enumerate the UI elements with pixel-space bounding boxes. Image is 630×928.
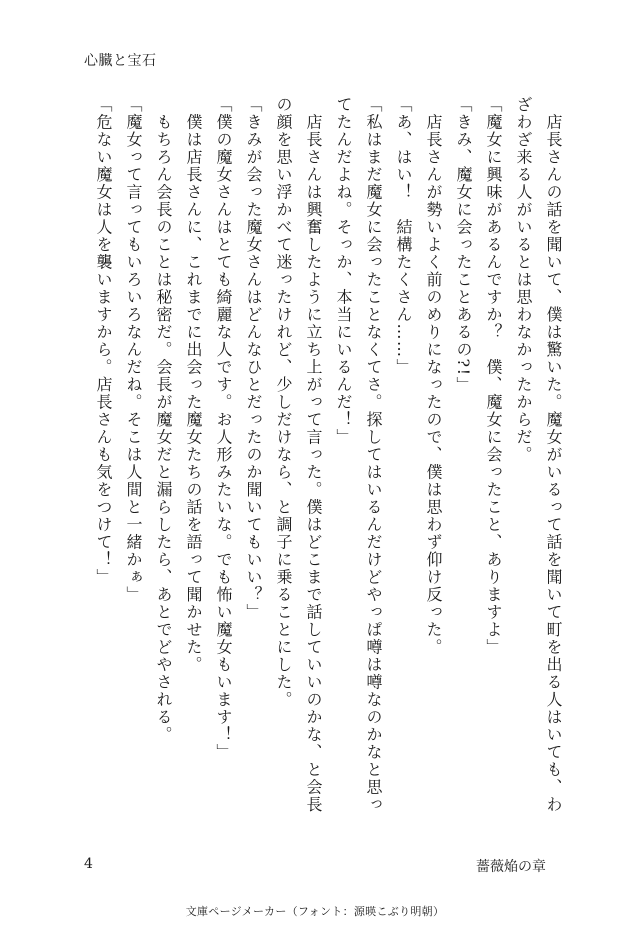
paragraph: 店長さんは興奮したように立ち上がって言った。僕はどこまで話していいのかな、と会長の顔を思い浮かべて迷ったけれど、少しだけなら、と調子に乗ることにした。 <box>274 96 323 814</box>
paragraph: 「僕の魔女さんはとても綺麗な人です。お人形みたいな。でも怖い魔女もいます！」 <box>214 96 233 761</box>
paragraph: もちろん会長のことは秘密だ。会長が魔女だと漏らしたら、あとでどやされる。 <box>154 96 173 744</box>
paragraph: 僕は店長さんに、これまでに出会った魔女たちの話を語って聞かせた。 <box>184 96 203 674</box>
page-number: 4 <box>84 856 93 872</box>
paragraph: 店長さんの話を聞いて、僕は驚いた。魔女がいるって話を聞いて町を出る人はいても、わざわざ来る人がいるとは思わなかったからだ。 <box>514 96 563 814</box>
paragraph: 「私はまだ魔女に会ったことなくてさ。探してはいるんだけどやっぱ噂は噂なのかなと思ってたんだよね。そっか、本当にいるんだ！」 <box>334 96 383 814</box>
paragraph: 「きみ、魔女に会ったことあるの?!」 <box>454 96 473 395</box>
chapter-title: 薔薇焔の章 <box>476 859 546 875</box>
paragraph: 「魔女に興味があるんですか？ 僕、魔女に会ったこと、ありますよ」 <box>484 96 503 656</box>
book-title: 心臓と宝石 <box>84 53 157 69</box>
paragraph: 「魔女って言ってもいろいろなんだね。そこは人間と一緒かぁ」 <box>124 96 143 604</box>
paragraph: 「危ない魔女は人を襲いますから。店長さんも気をつけて！」 <box>94 96 113 586</box>
paragraph: 「きみが会った魔女さんはどんなひとだったのか聞いてもいい？」 <box>244 96 263 621</box>
paragraph: 店長さんが勢いよく前のめりになったので、僕は思わず仰け反った。 <box>424 96 443 656</box>
paragraph: 「あ、はい！ 結構たくさん……」 <box>394 96 413 376</box>
footer-credit: 文庫ページメーカー（フォント：源暎こぶり明朝） <box>185 905 445 918</box>
body-text <box>88 96 568 816</box>
